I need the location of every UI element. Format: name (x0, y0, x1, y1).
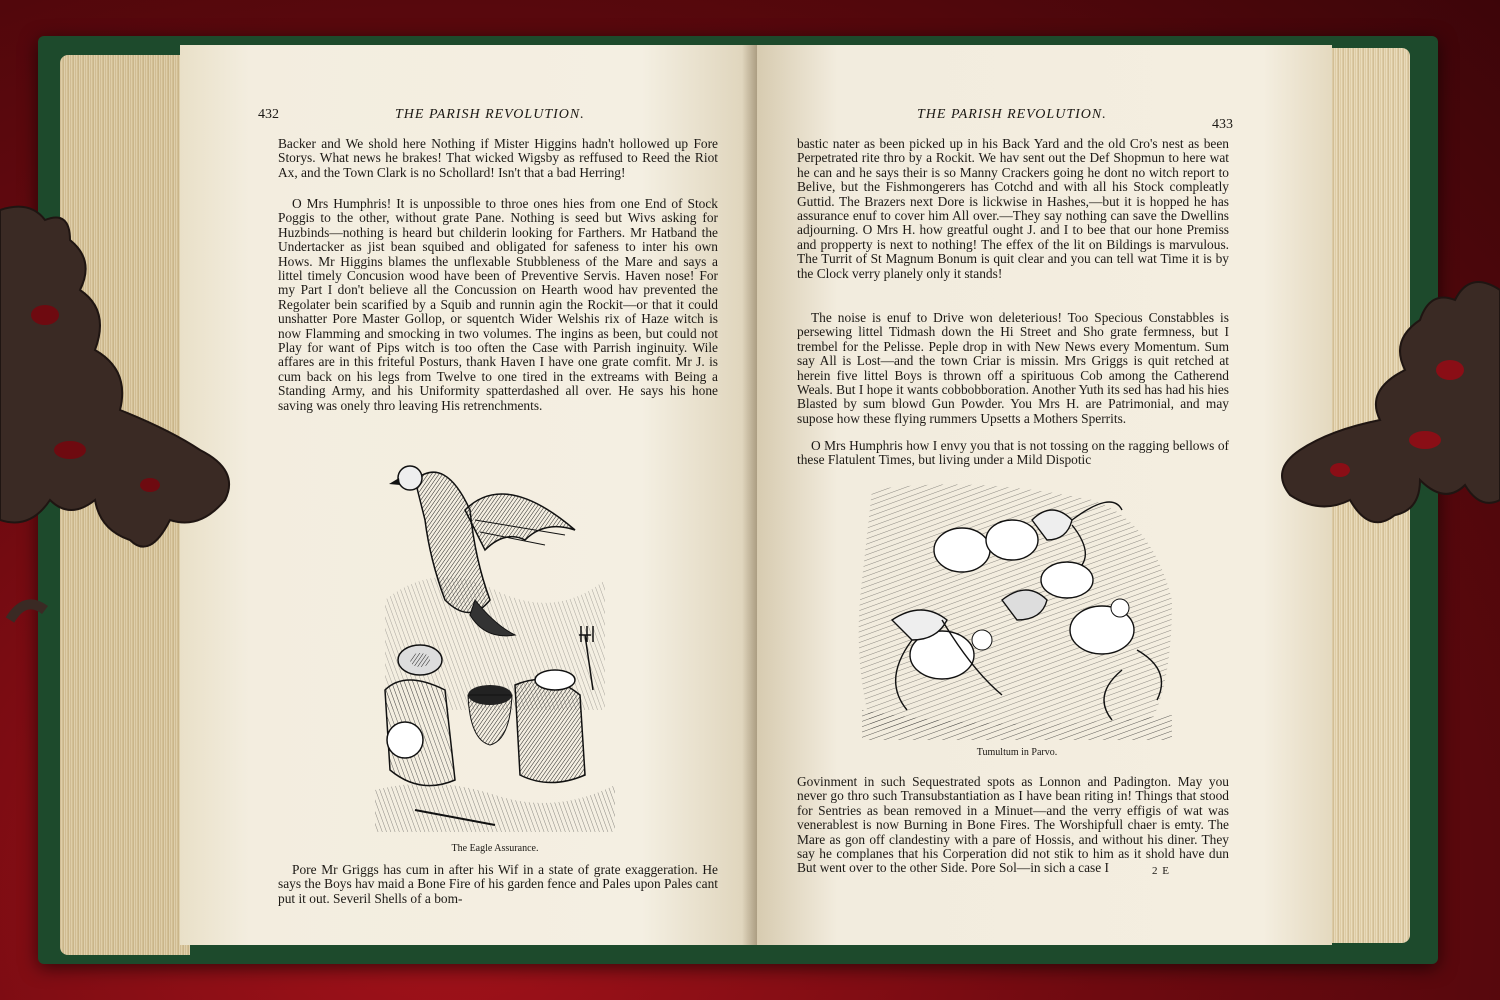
right-bookstand-clip-icon (1270, 260, 1500, 620)
left-running-header: THE PARISH REVOLUTION. (395, 107, 585, 122)
eagle-and-figures-engraving (375, 450, 615, 832)
right-page-number: 433 (1212, 117, 1233, 132)
left-illustration-caption: The Eagle Assurance. (451, 843, 539, 854)
right-illustration-caption: Tumultum in Parvo. (976, 747, 1058, 758)
printer-signature: 2 E (1152, 865, 1170, 877)
left-paragraph-1: Backer and We shold here Nothing if Mister Higgins hadn't hollowed up Fore Storys. What news he brakes! That wicked Wigsby as reffused to Reed the Riot Ax, and the Town Clark is no Schollard! Isn't that a bad Herring! (278, 136, 718, 180)
mice-and-frogs-engraving (852, 480, 1182, 740)
right-page (757, 45, 1332, 945)
right-paragraph-3: O Mrs Humphris how I envy you that is not tossing on the ragging bellows of these Flatulent Times, but living under a Mild Dispotic (797, 438, 1229, 468)
right-paragraph-1: bastic nater as been picked up in his Back Yard and the old Cro's nest as been Perpetrated rite thro by a Rockit. We hav sent out the Def Shopmun to here wat he can and he says their is so Manny Crackers going he dont no witch report to Belive, but the Fishmongerers has Cotchd and with all his Stock compleatly Guttid. The Brazers next Dore is lickwise in Hashes,—but it is hopped he has assurance enuf to cover him All over.—They say nothing can save the Dwellins adjourning. O Mrs H. how greatful ought J. and I to bee that our hone Premiss and propperty is next to nothing! The effex of the lit on Bildings is marvulous. The Turrit of St Magnum Bonum is quit clear and you can tell wat Time it is by the Clock verry planely only it stands! (797, 136, 1229, 281)
right-paragraph-2: The noise is enuf to Drive won deleterious! Too Specious Constabbles is persewing littel Tidmash down the Hi Street and Sho grate fermness, but I trembel for the Pelisse. Peple drop in with New News every Momentum. Sum say All is Lost—and the town Criar is missin. Mrs Griggs is quit retched at herein five littel Boys is thrown off a spirituous Cob among the Catherend Weals. But I hope it wants cobbobboration. Another Yuth its sed has had his hies Blasted by sum blowd Gun Powder. You Mrs H. are Patrimonial, and may supose how these flying rummers Upsetts a Mothers Sperrits. (797, 310, 1229, 426)
left-paragraph-3: Pore Mr Griggs has cum in after his Wif in a state of grate exaggeration. He says the Boys hav maid a Bone Fire of his garden fence and Pales upon Pales cant put it out. Severil Shells of a bom- (278, 862, 718, 906)
left-page-number: 432 (258, 107, 279, 122)
right-paragraph-4: Govinment in such Sequestrated spots as Lonnon and Padington. May you never go thro such Transubstantiation as I have bean riting in! Things that stood for Sentries as bean removed in a Minuet—and the verry effigis of wat was venerablest is now Burning in Bone Fires. The Worshipfull chaer is emty. The Mare as gon off clandestiny with a pare of Hossis, and without his diner. They say he complanes that his Corperation did not stik to him as it shold have dun But went over to the other Side. Pore Sol—in sich a case I (797, 774, 1229, 876)
left-bookstand-clip-icon (0, 200, 240, 630)
right-running-header: THE PARISH REVOLUTION. (917, 107, 1107, 122)
left-page (180, 45, 757, 945)
left-paragraph-2: O Mrs Humphris! It is unpossible to throe ones hies from one End of Stock Poggis to the other, without grate Pane. Nothing is seed but Wivs asking for Huzbinds—nothing is heard but childerin looking for Farthers. Mr Hatband the Undertacker as jist bean squibed and obligated for safeness to inter his own Hows. Mr Higgins blames the unflexable Stubbleness of the Mare and says a littel timely Concusion wood have been of Preventive Servis. Haven nose! For my Part I don't believe all the Concussion on Hearth wood hav prevented the Regolater bein scarified by a Squib and runnin agin the Rockit—or that it could unshatter Pore Master Gollop, or squentch Wider Welshis rix of Haze witch is now Flamming and smocking in two volumes. The ingins as been, but could not Play for want of Pips witch is too often the Case with Parrish inginuity. Wile affares are in this friteful Posturs, thank Haven I have one grate comfit. Mr J. is cum back on his legs from Twelve to one tired in the extreams with Being a Standing Army, and his Uniformity spatterdashed all over. He says his hone saving was onely thro leaving His retrenchments. (278, 196, 718, 413)
